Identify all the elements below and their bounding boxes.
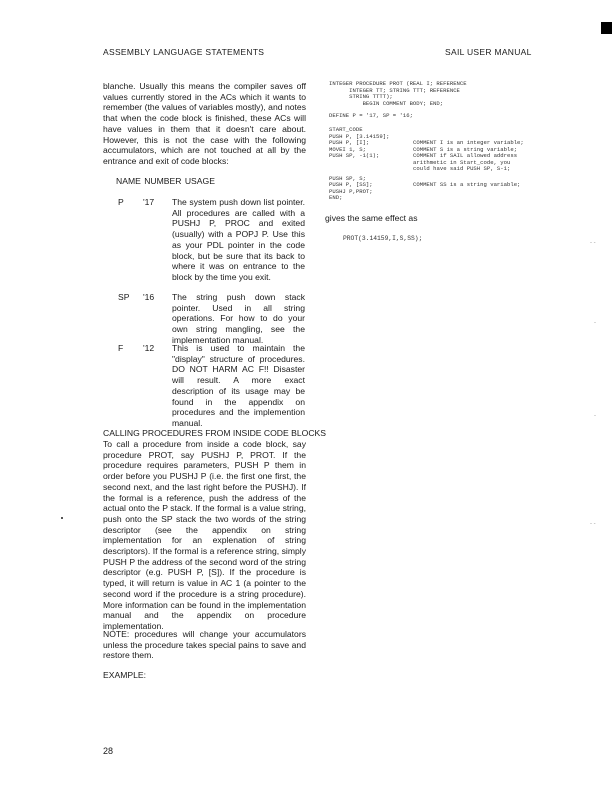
code-line: STRING TTTT);: [329, 93, 393, 100]
code-comment: COMMENT I is an integer variable;: [413, 139, 524, 146]
section-title: CALLING PROCEDURES FROM INSIDE CODE BLOCKS: [103, 428, 327, 438]
margin-dot: [61, 517, 63, 519]
register-usage: This is used to maintain the "display" structure of procedures. DO NOT HARM AC F!! Disaster will result. A more exact description of its usage may be found in the appendix on procedures and the implemention manual.: [172, 343, 305, 428]
code-instruction: PUSH SP, S;: [329, 174, 366, 182]
procedure-call: PROT(3.14159,I,S,SS);: [343, 235, 423, 242]
margin-mark: -: [594, 320, 596, 326]
margin-mark: - -: [590, 521, 596, 527]
register-number: '12: [143, 343, 155, 353]
code-comment: COMMENT SS is a string variable;: [413, 181, 521, 188]
register-usage: The string push down stack pointer. Used in all string operations. For how to do your own string mangling, see the implementation manual.: [172, 292, 305, 345]
code-comment: COMMENT if SAIL allowed address: [413, 152, 518, 159]
intro-paragraph: blanche. Usually this means the compiler saves off values currently stored in the ACs which it wants to remember (the values of variables mostly), and notes that when the code block is finished, these ACs will have values in them that it doesn't care about. However, this is not the case with the following accumulators, which are not touched at all by the entrance and exit of code blocks:: [103, 81, 306, 166]
code-row: [329, 166, 569, 173]
code-instruction: PUSH P, [3.14159];: [329, 132, 390, 140]
example-label: EXAMPLE:: [103, 670, 146, 680]
code-line: INTEGER TT; STRING TTT; REFERENCE: [329, 86, 460, 94]
code-block: [329, 127, 569, 202]
calling-paragraph: To call a procedure from inside a code block, say procedure PROT, say PUSHJ P, PROT. If the procedure requires parameters, PUSH P them in order before you PUSHJ P (i.e. the first one first, the second next, and the last right before the PUSHJ). If the formal is a reference, push the address of the actual onto the P stack. If the formal is a value string, push onto the SP stack the two words of the string descriptor (see the appendix on string implementation for an explenation of string descriptors). If the formal is a reference string, simply PUSH P the address of the second word of the string descriptor (e.g. PUSH P, [S]). If the procedure is typed, it will return is value in AC 1 (a pointer to the second word if the procedure is a string procedure). More information can be found in the implementation manual and the appendix on procedure implementation.: [103, 439, 306, 631]
table-header: NAME NUMBER USAGE: [116, 176, 215, 186]
code-instruction: MOVEI 1, S;: [329, 145, 366, 153]
procedure-declaration: [329, 81, 467, 107]
margin-mark: - -: [590, 240, 596, 246]
code-instruction: END;: [329, 194, 343, 201]
running-header-right: SAIL USER MANUAL: [445, 47, 532, 57]
code-line: INTEGER PROCEDURE PROT (REAL I; REFERENCE: [329, 80, 467, 87]
code-instruction: PUSHJ P,PROT;: [329, 187, 373, 195]
code-line: BEGIN COMMENT BODY; END;: [329, 99, 444, 107]
margin-mark: -: [594, 413, 596, 419]
register-name: P: [118, 197, 124, 207]
corner-mark: [601, 22, 612, 34]
define-statement: DEFINE P = '17, SP = '16;: [329, 112, 413, 119]
code-instruction: PUSH SP, -1(1);: [329, 152, 380, 159]
register-name: F: [118, 343, 124, 353]
code-comment: arithmetic in Start_code, you: [413, 158, 511, 166]
register-number: '17: [143, 197, 155, 207]
register-usage: The system push down list pointer. All procedures are called with a PUSHJ P, PROC and exited (usually) with a POPJ P. Use this as your PDL pointer in the code block, but be sure that its back to where it was on entrance to the block by the time you exit.: [172, 197, 305, 282]
register-name: SP: [118, 292, 130, 302]
page-number: 28: [103, 746, 114, 756]
code-comment: COMMENT S is a string variable;: [413, 145, 518, 153]
code-instruction: START_CODE: [329, 126, 363, 133]
note-paragraph: NOTE: procedures will change your accumulators unless the procedure takes special pains to save and restore them.: [103, 629, 306, 661]
code-comment: could have said PUSH SP, S-1;: [413, 165, 511, 172]
code-instruction: PUSH P, [SS];: [329, 181, 373, 188]
code-instruction: PUSH P, [I];: [329, 139, 370, 146]
gives-text: gives the same effect as: [325, 213, 418, 223]
register-number: '16: [143, 292, 155, 302]
code-row: [329, 195, 569, 202]
running-header-left: ASSEMBLY LANGUAGE STATEMENTS: [103, 47, 265, 57]
